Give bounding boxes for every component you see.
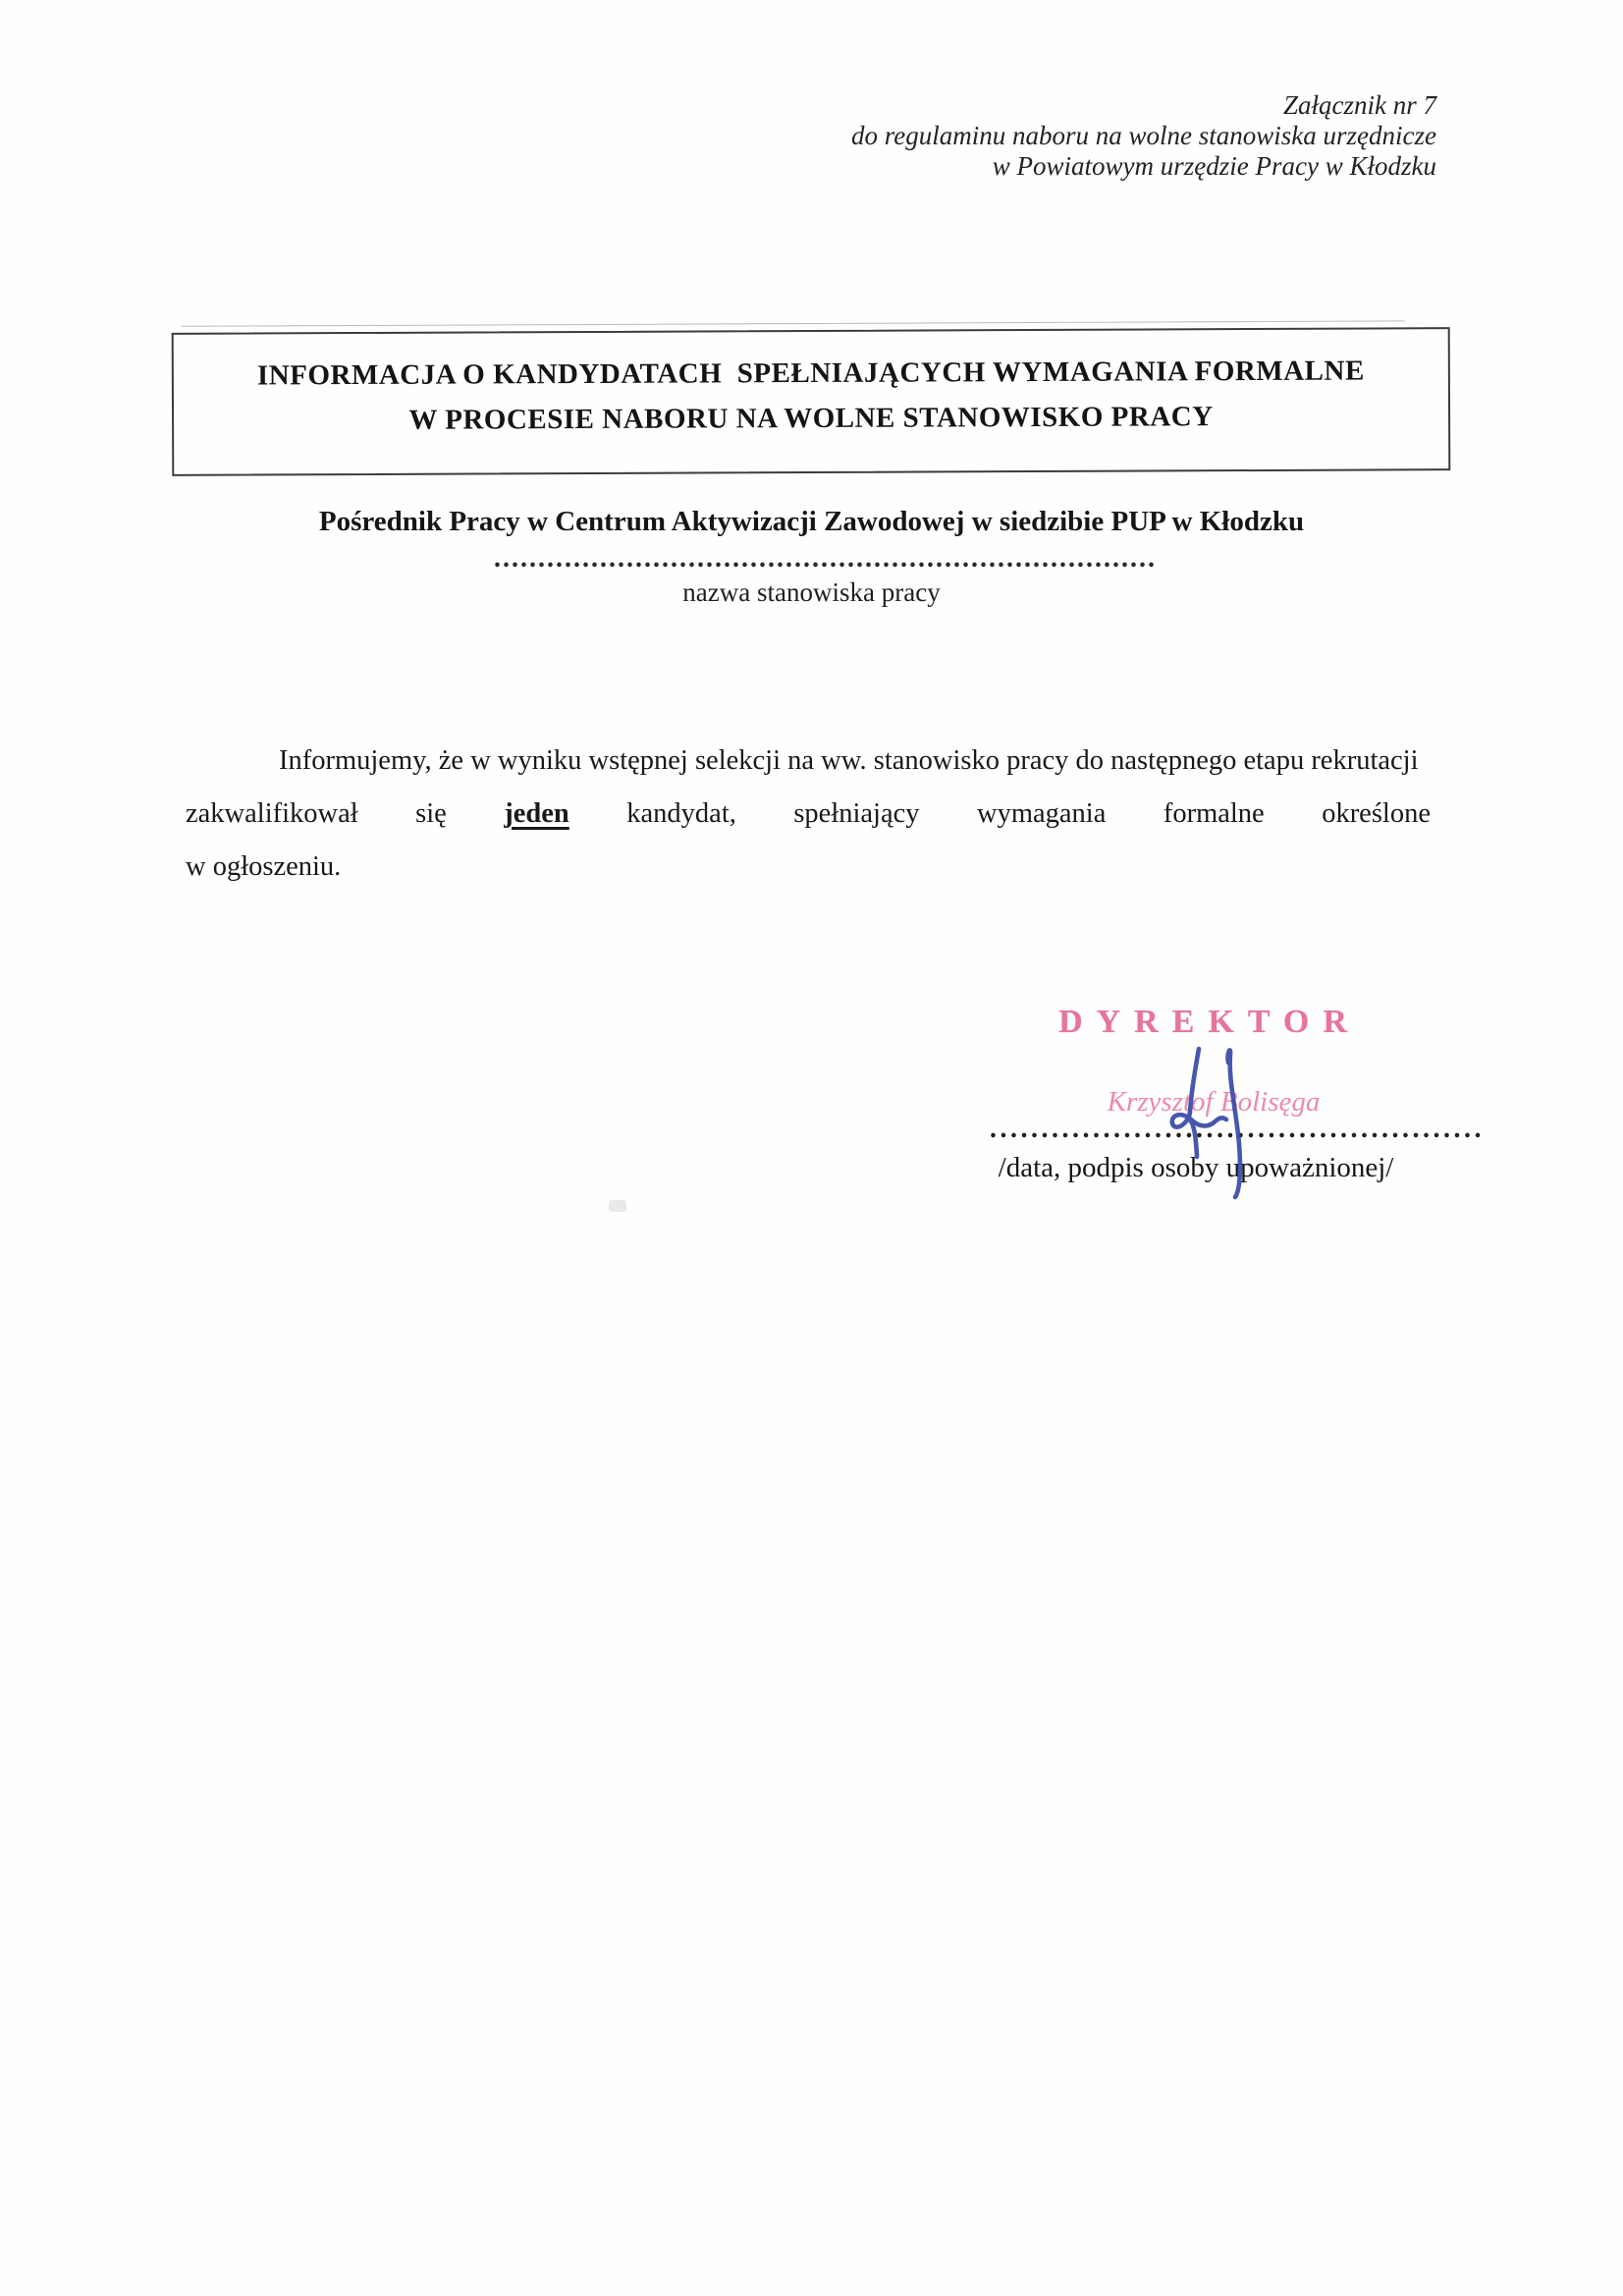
- paragraph-word: spełniający: [793, 798, 920, 829]
- paragraph-line-3: w ogłoszeniu.: [186, 851, 342, 882]
- paragraph-word: określone: [1322, 798, 1431, 829]
- position-dotted-line: ...........................................................................: [494, 543, 1157, 574]
- attachment-note: [851, 90, 1436, 182]
- signature-dotted-line: ................................................: [990, 1114, 1485, 1144]
- pen-stroke-right: [1228, 1050, 1240, 1197]
- director-stamp-title: DYREKTOR: [1058, 1004, 1361, 1040]
- paragraph-line-2: [186, 788, 1431, 841]
- document-title-line-1: INFORMACJA O KANDYDATACH SPEŁNIAJĄCYCH WYMAGANIA FORMALNE: [256, 355, 1365, 392]
- paragraph-word-emphasized: jeden: [504, 798, 569, 829]
- position-block: [0, 506, 1623, 608]
- body-paragraph: [186, 735, 1431, 894]
- paragraph-line-1: Informujemy, że w wyniku wstępnej selekcji na ww. stanowisko pracy do następnego etapu rekrutacji: [279, 745, 1419, 776]
- scan-artifact: [609, 1200, 626, 1212]
- attachment-note-line-1: Załącznik nr 7: [1282, 90, 1436, 120]
- position-name: Pośrednik Pracy w Centrum Aktywizacji Zawodowej w siedzibie PUP w Kłodzku: [318, 506, 1305, 537]
- signature-caption: /data, podpis osoby upoważnionej/: [998, 1152, 1394, 1183]
- pen-stroke-wave: [1190, 1118, 1226, 1125]
- paragraph-word: zakwalifikował: [186, 798, 358, 829]
- attachment-note-line-3: w Powiatowym urzędzie Pracy w Kłodzku: [992, 151, 1436, 181]
- title-box: [172, 327, 1451, 476]
- attachment-note-line-2: do regulaminu naboru na wolne stanowiska urzędnicze: [851, 121, 1436, 150]
- position-caption: nazwa stanowiska pracy: [682, 577, 941, 607]
- paragraph-word: kandydat,: [626, 798, 736, 829]
- paragraph-word: formalne: [1163, 798, 1265, 829]
- director-stamp-name: Krzysztof Bolisęga: [1107, 1086, 1321, 1118]
- document-title-line-2: W PROCESIE NABORU NA WOLNE STANOWISKO PRACY: [408, 401, 1214, 436]
- pen-signature-icon: [1163, 1041, 1252, 1203]
- pen-stroke-left: [1172, 1049, 1199, 1157]
- paragraph-word: się: [415, 798, 447, 829]
- scan-ghost-line: [182, 320, 1405, 326]
- paragraph-word: wymagania: [977, 798, 1107, 829]
